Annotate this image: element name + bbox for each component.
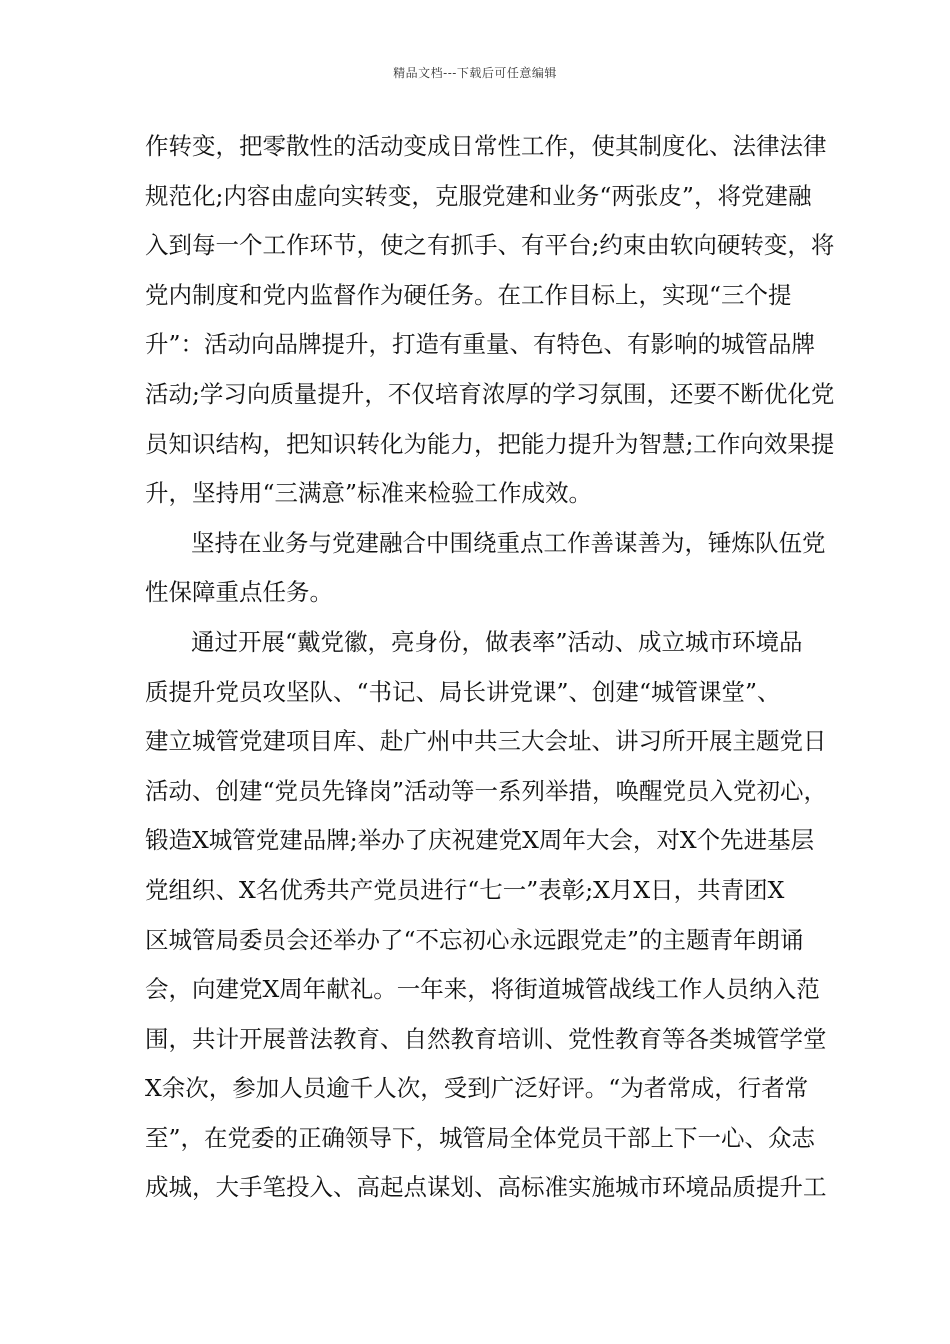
text-line: 成城，大手笔投入、高起点谋划、高标准实施城市环境品质提升工 [145,1173,827,1202]
text-line: 至”，在党委的正确领导下，城管局全体党员干部上下一心、众志 [145,1123,816,1152]
text-line: 坚持在业务与党建融合中围绕重点工作善谋善为，锤炼队伍党 [191,528,826,557]
text-line: 锻造X城管党建品牌;举办了庆祝建党X周年大会，对X个先进基层 [145,826,815,855]
text-line: 党组织、X名优秀共产党员进行“七一”表彰;X月X日，共青团X [145,875,785,904]
text-line: 会，向建党X周年献礼。一年来，将街道城管战线工作人员纳入范 [145,975,820,1004]
text-line: X余次，参加人员逾千人次，受到广泛好评。“为者常成，行者常 [145,1074,809,1103]
text-line: 活动、创建“党员先锋岗”活动等一系列举措，唤醒党员入党初心， [145,776,828,805]
text-line: 规范化;内容由虚向实转变，克服党建和业务“两张皮”，将党建融 [145,181,812,210]
text-line: 员知识结构，把知识转化为能力，把能力提升为智慧;工作向效果提 [145,429,835,458]
text-line: 升”：活动向品牌提升，打造有重量、有特色、有影响的城管品牌 [145,330,816,359]
paragraph-2 [145,519,826,618]
paragraph-1 [145,122,835,519]
text-line: 性保障重点任务。 [145,578,333,607]
document-body [145,122,835,1213]
text-line: 建立城管党建项目库、赴广州中共三大会址、讲习所开展主题党日 [145,727,827,756]
text-line: 党内制度和党内监督作为硬任务。在工作目标上，实现“三个提 [145,280,792,309]
text-line: 活动;学习向质量提升，不仅培育浓厚的学习氛围，还要不断优化党 [145,379,835,408]
text-line: 质提升党员攻坚队、“书记、局长讲党课”、创建“城管课堂”、 [145,677,781,706]
text-line: 区城管局委员会还举办了“不忘初心永远跟党走”的主题青年朗诵 [145,925,804,954]
paragraph-3 [145,618,828,1213]
text-line: 升，坚持用“三满意”标准来检验工作成效。 [145,479,593,508]
page-header: 精品文档---下载后可任意编辑 [393,66,557,80]
text-line: 作转变，把零散性的活动变成日常性工作，使其制度化、法律法律 [145,132,827,160]
text-line: 通过开展“戴党徽，亮身份，做表率”活动、成立城市环境品 [191,627,803,656]
text-line: 入到每一个工作环节，使之有抓手、有平台;约束由软向硬转变，将 [145,231,835,260]
text-line: 围，共计开展普法教育、自然教育培训、党性教育等各类城管学堂 [145,1024,827,1053]
